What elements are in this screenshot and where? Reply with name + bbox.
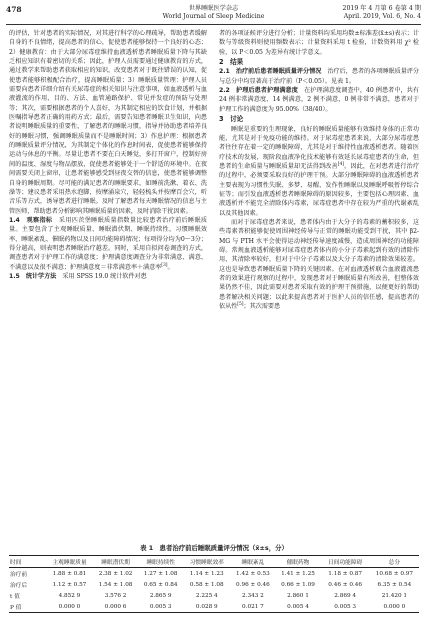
table-cell: 1.41 ± 1.25	[281, 570, 315, 577]
right-column	[219, 29, 419, 311]
table-cell: 1.18 ± 0.87	[328, 570, 362, 577]
table-cell: 0.005 4	[287, 603, 309, 610]
paragraph-text: 在护理满意度调查中，40 例患者中，共有 24 例非常满意度、14 例满意，2 例不满意，0 例非常不满意，患者对于护理工作的满意度为 95.00%（38/40）。	[219, 87, 419, 113]
paragraph	[219, 218, 419, 311]
table-column-header: 习惯睡眠效率	[189, 560, 224, 566]
citation-ref: [4]	[337, 161, 344, 167]
table-cell: 0.005 3	[334, 603, 356, 610]
row-label: t 值	[10, 594, 20, 600]
table-cell: 1.42 ± 0.53	[236, 570, 270, 577]
row-label: 治疗前	[10, 572, 28, 578]
paragraph-text: 采用匹茨堡睡眠质量指数量比较患者治疗前后睡眠质量。主要包含了主观睡眠质量、睡眠潜伏期、睡眠持续性、习惯睡眠效率、睡眠紊乱、催眠药物以及日间功能障碍情况；每项得分均为0～3分；得分越高，则表明患者睡眠治疗越差。同时，采用自拟问卷调查的方式，调查患者对于护理工作的满意度；护理满意度调查分为非常满意、满意、不满意以及很不满意；护理满意度＝非常满意率＋满意率	[9, 216, 208, 271]
table-cell: 0.005 3	[149, 603, 172, 610]
paragraph	[9, 272, 207, 281]
table-column-header: 睡眠潜伏期	[101, 560, 130, 566]
table-cell: 1.88 ± 0.81	[52, 570, 87, 577]
table-cell: 4.852 9	[58, 592, 81, 599]
table-cell: 0.65 ± 0.84	[143, 581, 178, 588]
paragraph-text: 者的各项证候评分进行分析；计量资料均采用均数±标准差(x̄±s)表示；计数与等级资料则使用频数表示；计量资料采用 t 检验，计数资料用 χ² 检验，以 P＜0.05 为差异有统计学意义。	[219, 30, 419, 56]
table-cell: 2.860 1	[287, 592, 309, 599]
table-cell: 1.12 ± 0.57	[52, 581, 87, 588]
journal-title-en: World Journal of Sleep Medicine	[162, 13, 265, 20]
table-cell: 0.96 ± 0.46	[236, 581, 270, 588]
subsection-heading: 1.5 统计学方法	[9, 272, 57, 280]
table-cell: 2.869 4	[334, 592, 356, 599]
paragraph-text: 。	[167, 263, 174, 271]
table-cell: 10.68 ± 0.97	[375, 570, 414, 577]
table-cell: 2.225 4	[195, 592, 218, 599]
table-body	[9, 568, 419, 613]
section-heading: 3 讨论	[219, 115, 244, 124]
table-cell: 2.865 9	[149, 592, 172, 599]
citation-ref: [3]	[161, 262, 168, 268]
paragraph	[9, 216, 207, 272]
table-caption: 表 1 患者治疗前后睡眠质量评分情况（x̄±s，分）	[140, 544, 288, 552]
issue-en: April. 2019, Vol. 6, No. 4	[343, 13, 421, 20]
table-cell: 1.14 ± 1.23	[189, 570, 224, 577]
issue-cn: 2019 年 4 月第 6 卷第 4 期	[342, 5, 421, 12]
table-cell: 1.27 ± 1.08	[143, 570, 178, 577]
table-cell: 0.028 9	[195, 603, 218, 610]
subsection-heading: 1.4 观察指标	[9, 216, 53, 224]
page-number: 478	[6, 5, 22, 14]
paragraph-text: ；其次需要患	[243, 303, 281, 311]
journal-title-cn: 世界睡眠医学杂志	[188, 5, 239, 12]
paragraph-text: 的评估，针对患者的实际情况，对其进行科学的心理疏导，帮助患者缓解自身的不良情绪，提高患者的信心，促使患者能够保持一个良好的心态；2）健康教育：由于大部分尿毒症维持血液透析患者睡眠质量下降与其缺乏相应知识有着密切的关系；因此，护理人员需要通过健康教育的方式，通过教学来帮助患者获取相应的知识，改变患者对于既往错误的认知，促使患者能够积极配合治疗，提高睡眠质量；3）睡眠质量管理：护理人员需要向患者详细介绍有关尿毒症的相关知识与注意事项，如血液透析与血液灌流的作用、目的、方法、血管通路保护、常见并发症的预防与处理等；其次，需要根据患者的个人喜好，为其制定相应的饮食计划，并根据医嘱指导患者正确的用药方式；最后，需要告知患者睡眠卫生知识，向患者说明睡眠质量的重要性，了解患者的睡眠习惯，指导并协助患者培养良好的睡眠习惯，强调睡眠质量而不是睡眠时间；3）作息护理：根据患者的睡眠质量评分情况，为其制定个体化的作息时间表，促使患者能够保持运动与休息的平衡。尽量让患者不要在白天睡觉，多打开窗户，控制好房间的温度、湿度与物品摆放，促使患者能够处于一个舒适的环境中。在夜间需要关闭上窗帘，让患者能够感受到昼夜交替的信息，使患者能够调整自身的睡眠周期。尽可能的满足患者的睡眠要求，如睡前洗漱、着衣、洗澡等；建议患者采用热水泡脚，按摩涌泉穴，轻轻梳头并按摩百会穴，听音乐等方式，诱导患者进行睡眠。及时了解患者每天睡眠情况的信息与主管医师，帮助患者分析影响其睡眠质量的因素，及时消除干扰因素。	[9, 30, 207, 215]
paragraph-text: 治疗后，患者的各项睡眠质量评分与总分中均显著高于治疗前（P＜0.05）。见表 1。	[219, 68, 419, 85]
paragraph	[219, 86, 419, 114]
row-label: 治疗后	[10, 583, 28, 589]
sleep-quality-table	[9, 555, 419, 613]
paragraph-text: 采用 SPSS 19.0 统计软件对患	[62, 272, 147, 280]
paragraph	[9, 29, 207, 216]
paragraph	[219, 29, 419, 57]
paragraph-text: 睡眠是重要的生理现象，良好的睡眠质量能够有效维持身体的正常功能，尤其是对于免疫功能的维持。对于尿毒症患者来说，大部分尿毒症患者往往存在着一定的睡眠障碍，尤其是对于维持性血液透析患者。随着医疗技术的发展，现阶段血液净化技术能够有效延长尿毒症患者的生命，但患者的生命质量与睡眠质量却无法得到改善	[219, 125, 419, 170]
table-cell: 0.58 ± 1.08	[189, 581, 224, 588]
table-cell: 21.420 1	[381, 592, 408, 599]
table-row	[9, 579, 419, 590]
citation-ref: [5]	[237, 302, 244, 308]
table-row	[9, 590, 419, 601]
paragraph	[219, 125, 419, 218]
page-header	[6, 4, 421, 25]
table-row	[9, 568, 419, 580]
table-column-header: 总分	[388, 560, 401, 566]
issue-info	[343, 5, 421, 21]
table-column-header: 睡眠紊乱	[241, 560, 265, 566]
subsection-heading: 2.1 治疗前后患者睡眠质量评分情况	[219, 68, 322, 76]
table-header-row	[9, 556, 419, 568]
table-column-header: 睡眠持续性	[146, 560, 175, 566]
table-cell: 3.576 2	[104, 592, 127, 599]
table-cell: 0.66 ± 1.09	[281, 581, 315, 588]
table-cell: 2.343 2	[242, 592, 264, 599]
section-heading: 2 结果	[219, 58, 244, 67]
paragraph	[219, 67, 419, 86]
results-table-block	[9, 543, 419, 613]
table-cell: 1.54 ± 1.08	[98, 581, 133, 588]
table-cell: 6.35 ± 0.54	[377, 581, 412, 588]
subsection-heading: 2.2 护理后患者护理满意度	[219, 87, 298, 95]
table-cell: 0.000 6	[104, 603, 127, 610]
table-column-header: 主观睡眠质量	[52, 560, 87, 566]
table-column-header: 日间功能障碍	[328, 560, 363, 566]
left-column	[9, 29, 207, 281]
paragraph-text: 。因此，在对患者进行治疗的过程中，必须要采取良好的护理干预。大部分睡眠障碍的血液透析患者主要表现为习惯性失眠、多梦、易醒、发作性睡眠以及睡眠呼吸暂停综合征等；而引发血液透析患者睡眠障碍的原因较多，主要包括心理因素、血液透析并不能完全清除体内毒素，尿毒症患者中存在较为严重的代谢紊乱以及其他因素。	[219, 162, 419, 217]
table-column-header: 时间	[10, 560, 22, 566]
table-cell: 0.000 0	[58, 603, 81, 610]
table-cell: 0.021 7	[242, 603, 264, 610]
table-cell: 0.000 0	[383, 603, 406, 610]
paragraph-text: 而对于尿毒症患者来说，患者体内由于大分子的毒素的蓄积较多，这些毒素普积能够促使周围神经传导与正常的睡眠功能受到干扰，其中 β2-MG 与 PTH 水平会使得运动神经传导速度减慢，造成周围神经的功能障碍。常规血液透析能够对尿毒症患者体内的小分子毒素起到有效的清除作用，其清除率较好，但对于中分子毒素以及大分子毒素的清除效果较差。这也是导致患者睡眠质量下降的关键因素。在对血液透析联合血液灌流患者的效果进行观察的过程中，发现患者对于睡眠质量有所改善，但整体效果仍然不佳，因此需要对患者采取有效的护理干预措施，以便更好的帮助患者解决相关问题；以此来提高患者对于医护人员的信任感，提高患者的依从性	[219, 219, 419, 311]
table-cell: 2.38 ± 1.02	[98, 570, 133, 577]
table-column-header: 催眠药物	[286, 560, 310, 566]
table-cell: 0.46 ± 0.46	[328, 581, 362, 588]
table-row	[9, 601, 419, 613]
row-label: P 值	[10, 605, 22, 611]
